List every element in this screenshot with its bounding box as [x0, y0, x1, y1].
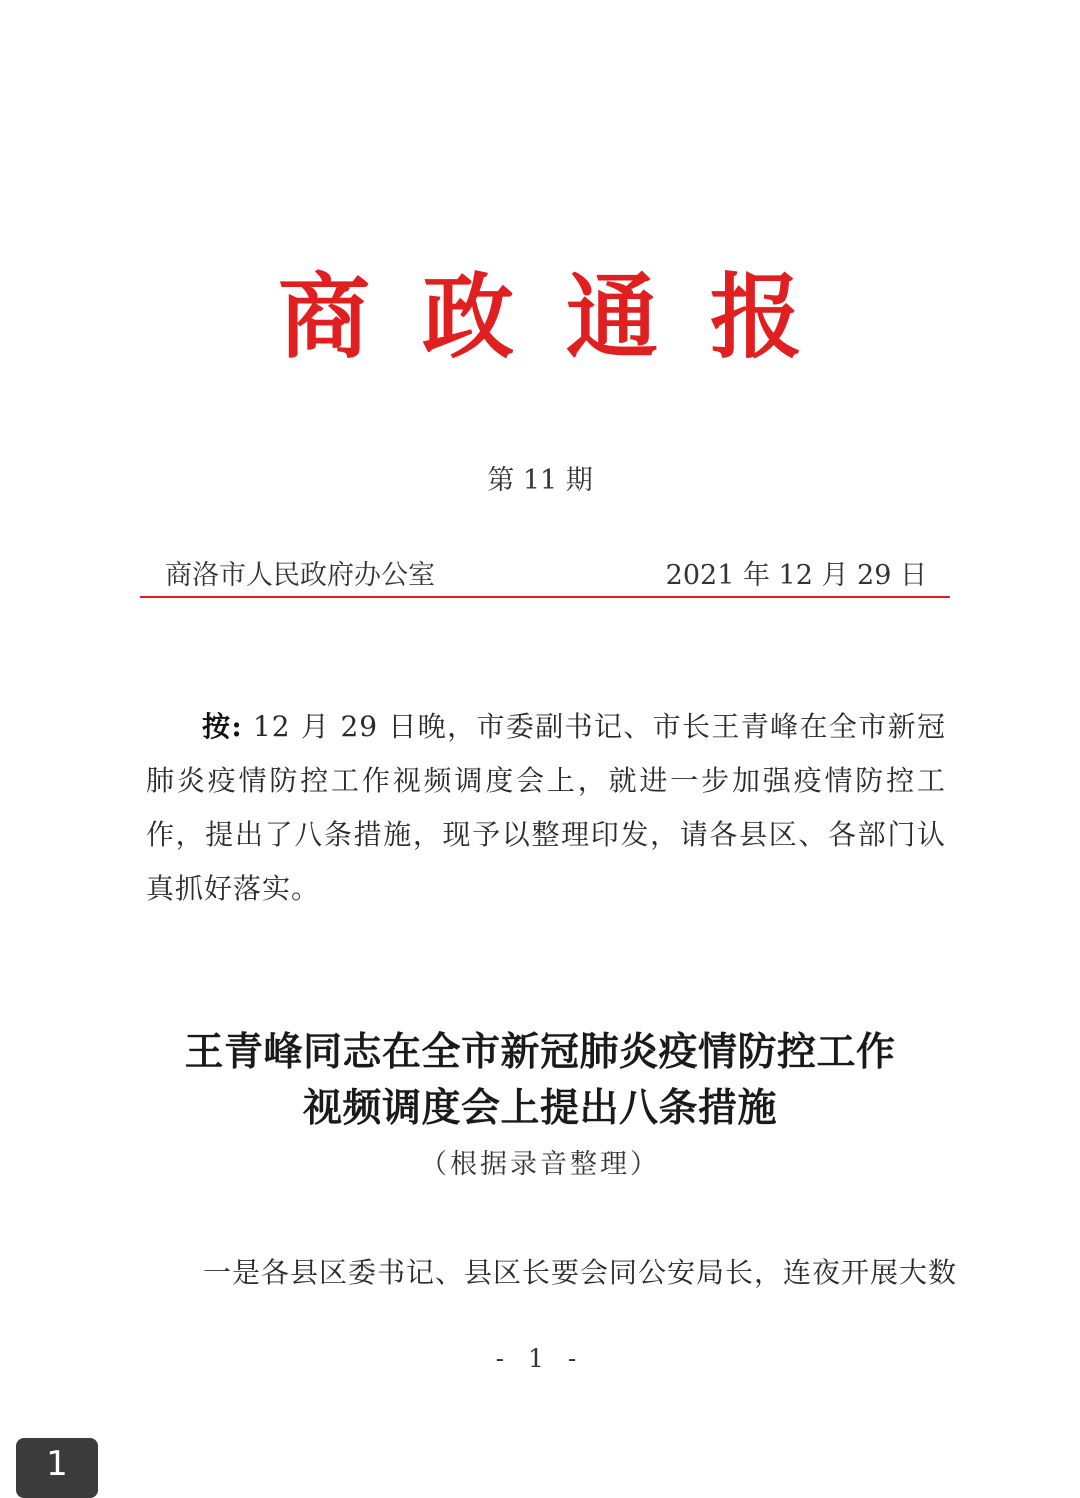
issue-date: 2021 年 12 月 29 日: [665, 560, 927, 591]
transcription-note: （根据录音整理）: [420, 1149, 660, 1180]
note-text: 12 月 29 日晚，市委副书记、市长王青峰在全市新冠肺炎疫情防控工作视频调度会上，就进一步加强疫情防控工作，提出了八条措施，现予以整理印发，请各县区、各部门认真抓好落实。: [146, 710, 946, 905]
red-divider: [140, 596, 950, 598]
issuing-organization: 商洛市人民政府办公室: [165, 560, 435, 591]
title-line-1: 王青峰同志在全市新冠肺炎疫情防控工作: [184, 1029, 896, 1075]
masthead-title: 商政通报: [277, 263, 854, 371]
note-label: 按:: [202, 710, 243, 743]
title-line-2: 视频调度会上提出八条措施: [302, 1085, 777, 1131]
issue-number: 第 11 期: [487, 465, 593, 496]
body-paragraph-start: 一是各县区委书记、县区长要会同公安局长，连夜开展大数: [203, 1256, 958, 1289]
editor-note: [146, 700, 946, 916]
issuer-row: [165, 553, 927, 593]
document-title: [0, 1024, 1080, 1136]
page-number: - 1 -: [495, 1344, 585, 1373]
page-indicator-badge[interactable]: 1: [16, 1438, 98, 1498]
